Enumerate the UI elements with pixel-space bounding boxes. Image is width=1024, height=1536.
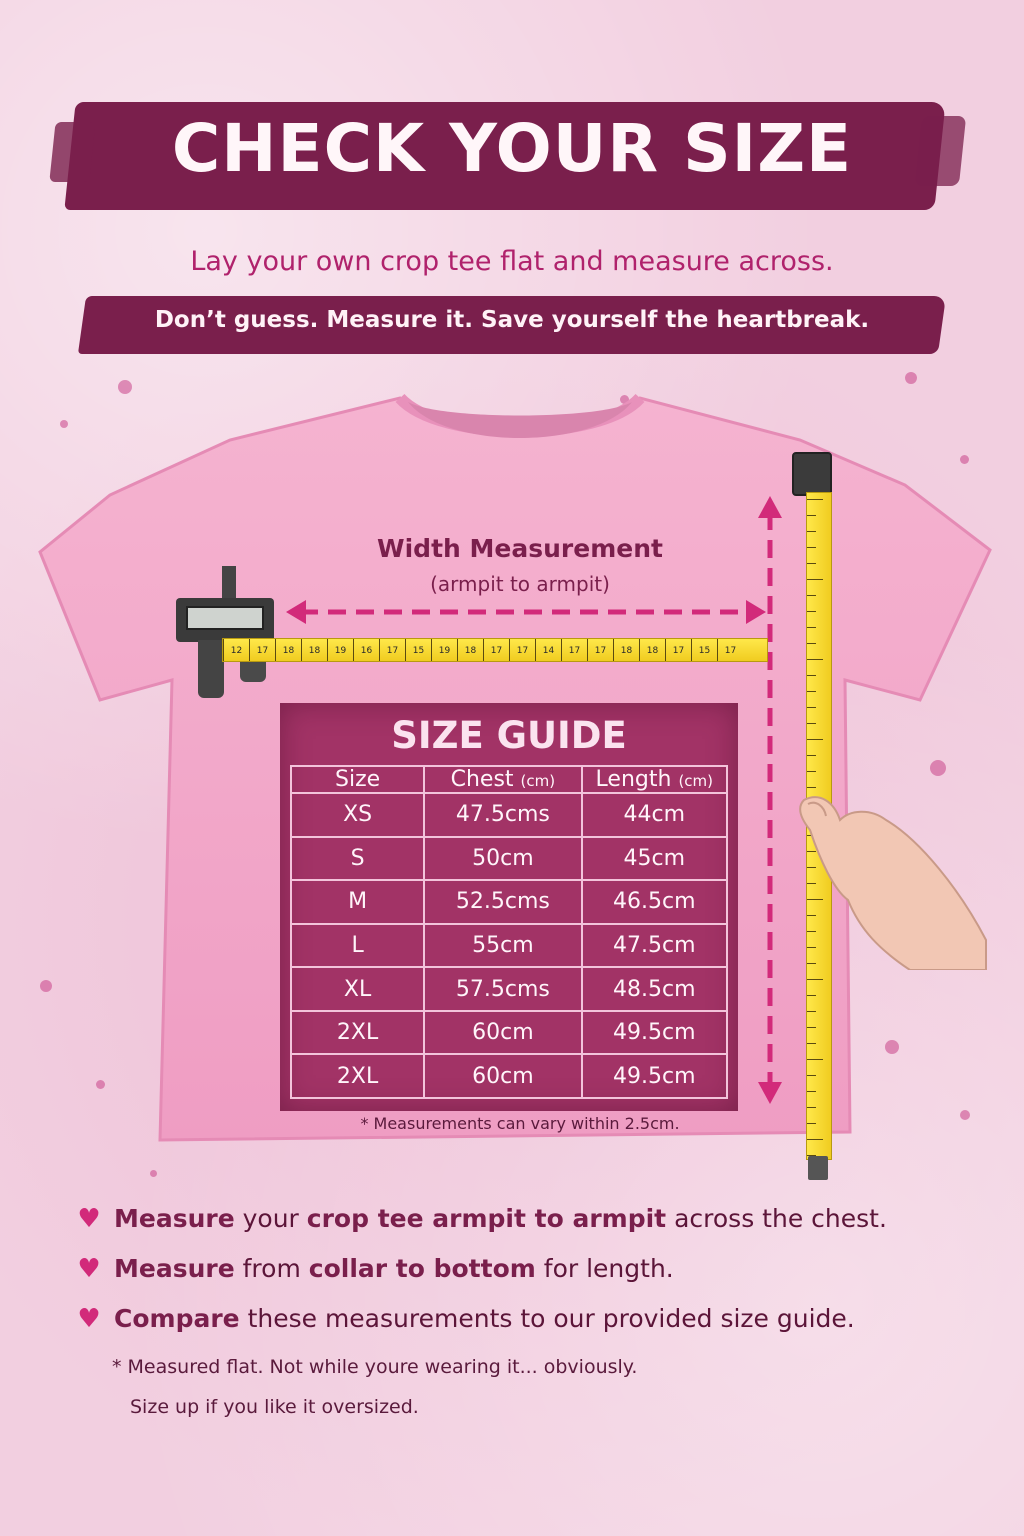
tape-tick [807,611,816,612]
instruction-emphasis: crop tee armpit to armpit [306,1204,667,1233]
tape-tick [807,499,823,500]
ruler-label: 19 [431,639,457,661]
tape-tick [807,1075,816,1076]
ruler-label: 17 [509,639,535,661]
instruction-item [76,1204,887,1234]
horizontal-tape-measure [222,638,768,662]
tagline: Don’t guess. Measure it. Save yourself the heartbreak. [154,307,870,333]
tape-tick [807,995,816,996]
tape-measure-end-icon [808,1156,828,1180]
ruler-label: 18 [275,639,301,661]
instruction-text: these measurements to our provided size guide. [239,1304,855,1333]
tape-tick [807,1123,816,1124]
table-row [291,1011,727,1055]
length-cell: 46.5cm [582,880,727,924]
length-cell: 47.5cm [582,924,727,968]
tape-tick [807,707,816,708]
chest-cell: 60cm [424,1054,581,1098]
size-cell: XS [291,793,424,837]
instruction-emphasis: Compare [114,1304,240,1333]
table-row [291,837,727,881]
hand-icon [790,780,990,970]
instruction-emphasis: collar to bottom [308,1254,536,1283]
chest-cell: 50cm [424,837,581,881]
ruler-label: 18 [301,639,327,661]
tape-tick [807,659,823,660]
chest-cell: 47.5cms [424,793,581,837]
tape-tick [807,723,816,724]
ruler-label: 18 [639,639,665,661]
length-cell: 49.5cm [582,1011,727,1055]
table-row [291,793,727,837]
ruler-label: 17 [249,639,275,661]
heart-icon: ♥ [77,1204,101,1234]
instruction-text: your [234,1204,307,1233]
tape-tick [807,547,816,548]
ruler-label: 14 [535,639,561,661]
page-subtitle: Lay your own crop tee flat and measure across. [190,246,834,277]
ruler-label: 16 [353,639,379,661]
tape-tick [807,691,816,692]
instruction-text: for length. [535,1254,674,1283]
size-guide-title: SIZE GUIDE [391,714,627,757]
tape-tick [807,1059,823,1060]
instruction-text: across the chest. [666,1204,887,1233]
size-cell: XL [291,967,424,1011]
tape-tick [807,979,823,980]
tape-tick [807,643,816,644]
tape-tick [807,1027,816,1028]
ruler-label: 15 [405,639,431,661]
size-cell: L [291,924,424,968]
tape-tick [807,675,816,676]
ruler-label: 18 [613,639,639,661]
footnote-size-up: Size up if you like it oversized. [130,1396,419,1418]
size-cell: 2XL [291,1054,424,1098]
ruler-label: 12 [223,639,249,661]
ruler-label: 17 [483,639,509,661]
ruler-label: 19 [327,639,353,661]
tape-tick [807,1139,823,1140]
ruler-label: 17 [665,639,691,661]
table-row [291,880,727,924]
column-header-length: Length (cm) [582,766,727,793]
instruction-item [76,1254,674,1284]
size-cell: 2XL [291,1011,424,1055]
tape-tick [807,515,816,516]
chest-cell: 52.5cms [424,880,581,924]
length-cell: 49.5cm [582,1054,727,1098]
ruler-label: 15 [691,639,717,661]
table-row [291,967,727,1011]
width-measurement-subtitle: (armpit to armpit) [430,572,610,596]
column-header-chest: Chest (cm) [424,766,581,793]
ruler-label: 17 [379,639,405,661]
size-cell: S [291,837,424,881]
chest-cell: 57.5cms [424,967,581,1011]
table-row [291,924,727,968]
column-header-size: Size [291,766,424,793]
table-row [291,1054,727,1098]
measurement-variance-note: * Measurements can vary within 2.5cm. [360,1114,680,1133]
instruction-emphasis: Measure [114,1254,235,1283]
tape-tick [807,627,816,628]
ruler-label: 17 [587,639,613,661]
tape-measure-clip-icon [792,452,832,496]
instruction-text: from [234,1254,309,1283]
tape-tick [807,1011,816,1012]
chest-cell: 60cm [424,1011,581,1055]
instruction-item [76,1304,855,1334]
tape-tick [807,595,816,596]
ruler-label: 17 [561,639,587,661]
tape-tick [807,1043,816,1044]
tape-tick [807,755,816,756]
instruction-emphasis: Measure [114,1204,235,1233]
tape-tick [807,771,816,772]
tape-tick [807,563,816,564]
ruler-label: 18 [457,639,483,661]
tape-tick [807,531,816,532]
tape-tick [807,1107,816,1108]
size-cell: M [291,880,424,924]
length-cell: 45cm [582,837,727,881]
table-header-row [291,766,727,793]
tape-tick [807,1091,816,1092]
size-guide-table [290,765,728,1099]
tape-tick [807,739,823,740]
chest-cell: 55cm [424,924,581,968]
footnote-measured-flat: * Measured flat. Not while youre wearing it... obviously. [112,1356,638,1378]
heart-icon: ♥ [77,1304,101,1334]
ruler-label: 17 [717,639,743,661]
width-measurement-title: Width Measurement [377,534,663,563]
tape-tick [807,579,823,580]
length-cell: 44cm [582,793,727,837]
page-title: CHECK YOUR SIZE [171,110,853,187]
heart-icon: ♥ [77,1254,101,1284]
length-cell: 48.5cm [582,967,727,1011]
